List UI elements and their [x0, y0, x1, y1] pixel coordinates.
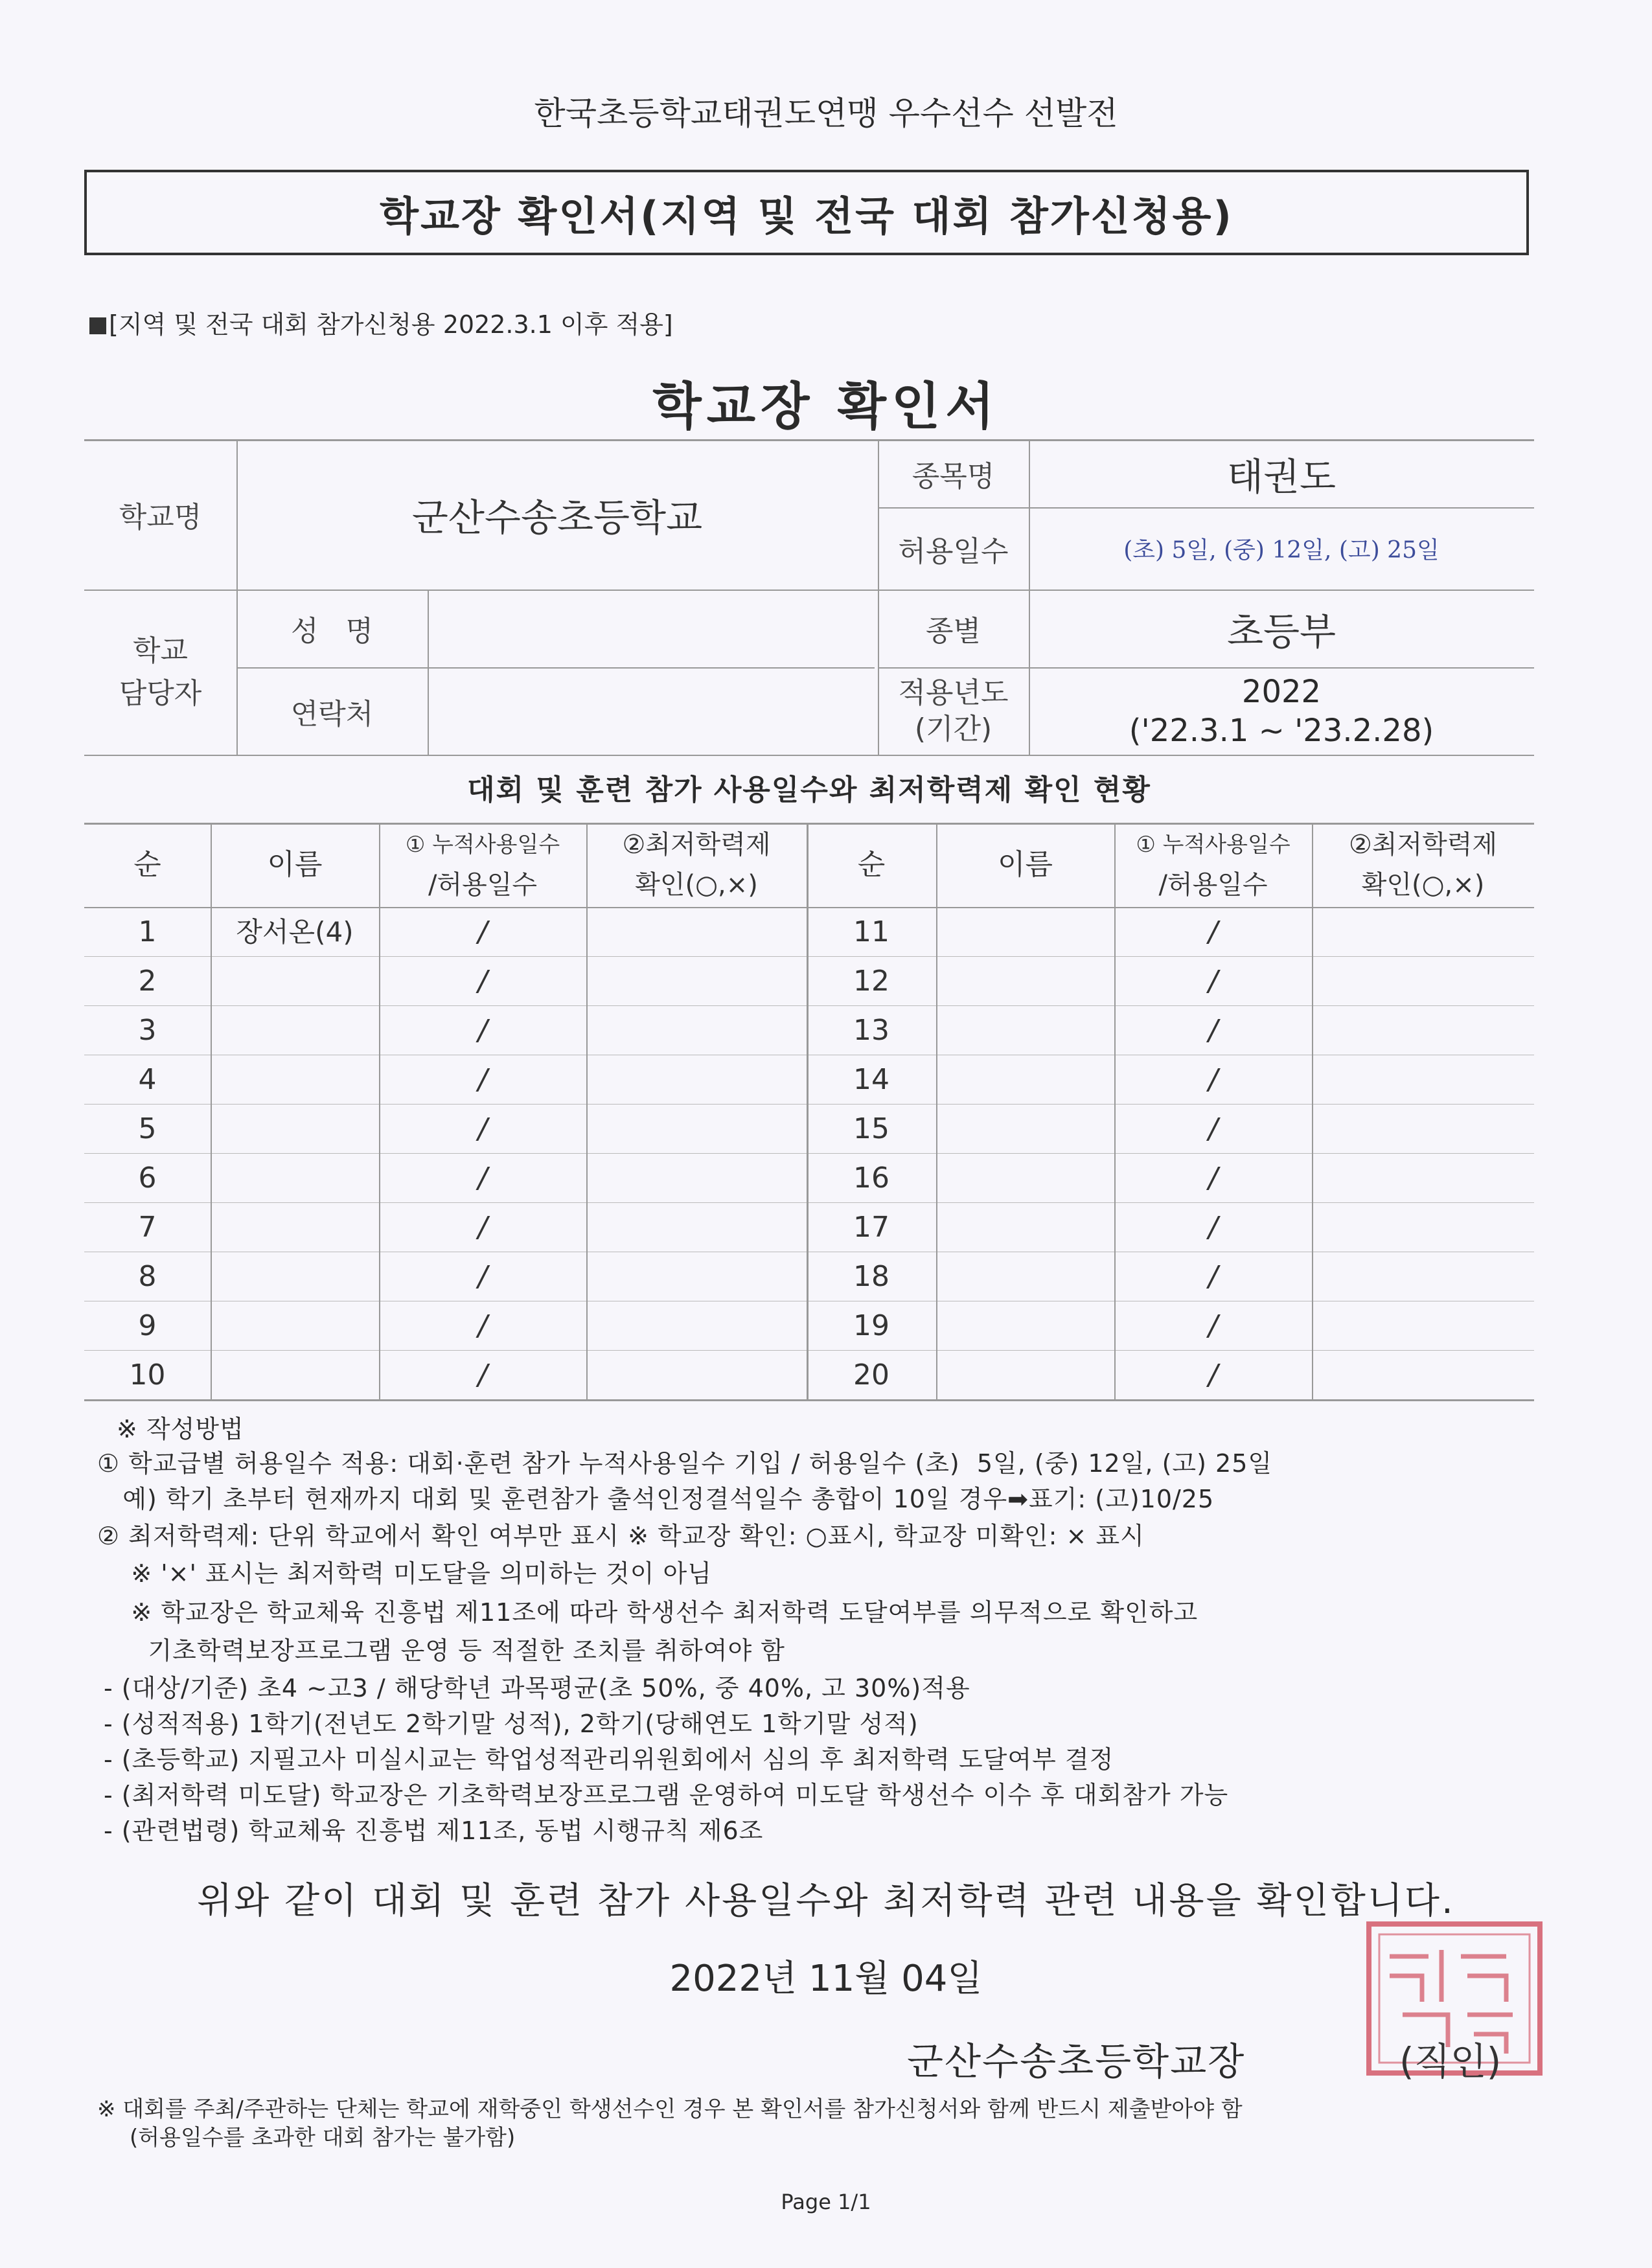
footnote-sub: (허용일수를 초과한 대회 참가는 불가함): [130, 2125, 516, 2151]
confirm-text: 위와 같이 대회 및 훈련 참가 사용일수와 최저학력 관련 내용을 확인합니다.: [197, 1880, 1455, 1922]
header-min-left: [586, 823, 807, 907]
square-bullet-icon: [89, 317, 106, 334]
table-row-no: 9: [138, 1309, 157, 1342]
table-row-no: 2: [138, 964, 157, 998]
header-days-line1: ① 누적사용일수: [1136, 832, 1291, 858]
table-vline: [586, 823, 588, 1399]
table-row-days: /: [477, 1210, 488, 1244]
name-label: 성 명: [291, 615, 373, 648]
manager-label-line1: 학교: [132, 634, 188, 667]
table-row-no: 7: [138, 1210, 157, 1244]
instruction-line: ② 최저학력제: 단위 학교에서 확인 여부만 표시 ※ 학교장 확인: ○표시, 학교장 미확인: × 표시: [97, 1522, 1145, 1550]
header-days-left: [379, 823, 586, 907]
table-row-name: [211, 1252, 379, 1301]
info-vline: [428, 590, 429, 755]
table-row-name: [211, 1153, 379, 1202]
table-row-no: 19: [853, 1309, 889, 1342]
table-row-days: /: [1208, 1358, 1218, 1392]
instruction-line: ※ 작성방법: [117, 1415, 244, 1443]
table-row-name: [211, 1350, 379, 1399]
table-row-no: 13: [853, 1013, 889, 1047]
table-row-name: [936, 1252, 1114, 1301]
info-divider: [84, 755, 1534, 756]
allowed-value: (초) 5일, (중) 12일, (고) 25일: [1123, 537, 1440, 564]
table-row-days: /: [477, 1013, 488, 1047]
instruction-line: ※ 학교장은 학교체육 진흥법 제11조에 따라 학생선수 최저학력 도달여부를 의무적으로 확인하고: [97, 1598, 1199, 1627]
manager-label-line2: 담당자: [119, 676, 202, 710]
manager-label: [84, 590, 236, 755]
main-title: 학교장 확인서: [652, 378, 1000, 436]
event-value: 태권도: [1226, 454, 1337, 499]
instruction-line: - (성적적용) 1학기(전년도 2학기말 성적), 2학기(당해연도 1학기말 성적): [104, 1710, 919, 1738]
header-min-line1: ②최저학력제: [1348, 830, 1498, 860]
instruction-line: - (초등학교) 지필고사 미실시교는 학업성적관리위원회에서 심의 후 최저학력 도달여부 결정: [104, 1745, 1114, 1774]
category-label: 종별: [925, 615, 981, 648]
notice-text: [지역 및 전국 대회 참가신청용 2022.3.1 이후 적용]: [109, 310, 673, 339]
school-label: 학교명: [119, 501, 202, 534]
notice-line: [89, 304, 673, 340]
table-row-name: [211, 956, 379, 1005]
table-row-no: 12: [853, 964, 889, 998]
instruction-line: - (대상/기준) 초4 ~고3 / 해당학년 과목평균(초 50%, 중 40%, 고 30%)적용: [104, 1674, 970, 1702]
header-days-right: [1114, 823, 1312, 907]
table-row-days: /: [1208, 1309, 1218, 1342]
table-row-days: /: [477, 1112, 488, 1145]
table-row-no: 1: [138, 915, 157, 948]
table-row-no: 8: [138, 1259, 157, 1293]
table-row-days: /: [477, 964, 488, 998]
table-row-name: [936, 956, 1114, 1005]
table-row-no: 4: [138, 1062, 157, 1096]
year-label-line2: (기간): [914, 712, 992, 746]
table-row-name: [211, 1202, 379, 1252]
table-row-name: [211, 1055, 379, 1104]
header-days-line1: ① 누적사용일수: [405, 832, 560, 858]
page-number: Page 1/1: [781, 2190, 871, 2214]
header-name-left: 이름: [267, 848, 323, 881]
table-row-name: [936, 1301, 1114, 1350]
table-row-name: [936, 907, 1114, 956]
table-vline: [1312, 823, 1313, 1399]
table-row-days: /: [1208, 1062, 1218, 1096]
table-row-no: 14: [853, 1062, 889, 1096]
table-row-no: 11: [853, 915, 889, 948]
table-row-days: /: [477, 1309, 488, 1342]
table-row-days: /: [1208, 1259, 1218, 1293]
table-row-days: /: [477, 1358, 488, 1392]
table-row-no: 17: [853, 1210, 889, 1244]
table-row-name: [211, 1301, 379, 1350]
school-value: 군산수송초등학교: [411, 496, 703, 540]
table-row-days: /: [1208, 1013, 1218, 1047]
table-row-no: 15: [853, 1112, 889, 1145]
table-row-no: 10: [129, 1358, 166, 1392]
header-min-line2: 확인(○,×): [1361, 870, 1485, 900]
table-row-days: /: [1208, 915, 1218, 948]
year-label: [878, 667, 1029, 755]
table-row-days: /: [477, 1259, 488, 1293]
year-value-line2: ('22.3.1 ~ '23.2.28): [1129, 712, 1434, 749]
table-row-name: [211, 1005, 379, 1055]
table-row-no: 20: [853, 1358, 889, 1392]
header-days-line2: /허용일수: [428, 870, 538, 900]
year-value-line1: 2022: [1241, 673, 1322, 710]
header-no-right: 순: [857, 848, 886, 881]
table-row-days: /: [1208, 1161, 1218, 1195]
table-row-days: /: [477, 1161, 488, 1195]
header-min-right: [1312, 823, 1534, 907]
table-row-name: [936, 1202, 1114, 1252]
instruction-line: - (최저학력 미도달) 학교장은 기초학력보장프로그램 운영하여 미도달 학생선수 이수 후 대회참가 가능: [104, 1781, 1229, 1809]
event-label: 종목명: [912, 459, 995, 493]
header-min-line2: 확인(○,×): [635, 870, 758, 900]
header-min-line1: ②최저학력제: [622, 830, 771, 860]
instruction-line: - (관련법령) 학교체육 진흥법 제11조, 동법 시행규칙 제6조: [104, 1816, 764, 1845]
instruction-line: ※ '×' 표시는 최저학력 미도달을 의미하는 것이 아님: [97, 1559, 712, 1588]
header-days-line2: /허용일수: [1158, 870, 1268, 900]
table-row-name: [936, 1005, 1114, 1055]
table-row-name: [211, 1104, 379, 1153]
table-row-name: 장서온(4): [236, 916, 354, 948]
table-bottom-border: [84, 1399, 1534, 1401]
year-value: [1029, 667, 1534, 755]
instruction-line: 예) 학기 초부터 현재까지 대회 및 훈련참가 출석인정결석일수 총합이 10일 경우➡표기: (고)10/25: [97, 1485, 1215, 1513]
contact-label: 연락처: [290, 697, 374, 731]
year-label-line1: 적용년도: [898, 676, 1009, 709]
table-row-no: 16: [853, 1161, 889, 1195]
instruction-line: 기초학력보장프로그램 운영 등 적절한 조치를 취하여야 함: [97, 1636, 785, 1665]
table-row-days: /: [1208, 964, 1218, 998]
category-value: 초등부: [1226, 610, 1337, 654]
header-name-right: 이름: [997, 848, 1053, 881]
instruction-line: ① 학교급별 허용일수 적용: 대회·훈련 참가 누적사용일수 기입 / 허용일수 (초) 5일, (중) 12일, (고) 25일: [97, 1449, 1273, 1478]
table-row-days: /: [477, 1062, 488, 1096]
table-row-days: /: [477, 915, 488, 948]
document-header: 한국초등학교태권도연맹 우수선수 선발전: [534, 95, 1118, 132]
section-title: 대회 및 훈련 참가 사용일수와 최저학력제 확인 현황: [467, 773, 1151, 807]
seal-mark: (직인): [1399, 2039, 1502, 2083]
table-row-name: [936, 1104, 1114, 1153]
table-row-no: 5: [138, 1112, 157, 1145]
principal-name: 군산수송초등학교장: [907, 2039, 1246, 2083]
confirm-date: 2022년 11월 04일: [669, 1958, 983, 2000]
table-row-no: 6: [138, 1161, 157, 1195]
table-row-name: [936, 1153, 1114, 1202]
table-row-no: 3: [138, 1013, 157, 1047]
table-row-days: /: [1208, 1210, 1218, 1244]
table-row-name: [936, 1350, 1114, 1399]
title-box: 학교장 확인서(지역 및 전국 대회 참가신청용): [84, 170, 1529, 255]
table-row-no: 18: [853, 1259, 889, 1293]
table-row-days: /: [1208, 1112, 1218, 1145]
footnote: ※ 대회를 주최/주관하는 단체는 학교에 재학중인 학생선수인 경우 본 확인서를 참가신청서와 함께 반드시 제출받아야 함: [97, 2096, 1243, 2122]
header-no-left: 순: [133, 848, 161, 881]
allowed-label: 허용일수: [898, 534, 1009, 568]
table-row-name: [936, 1055, 1114, 1104]
